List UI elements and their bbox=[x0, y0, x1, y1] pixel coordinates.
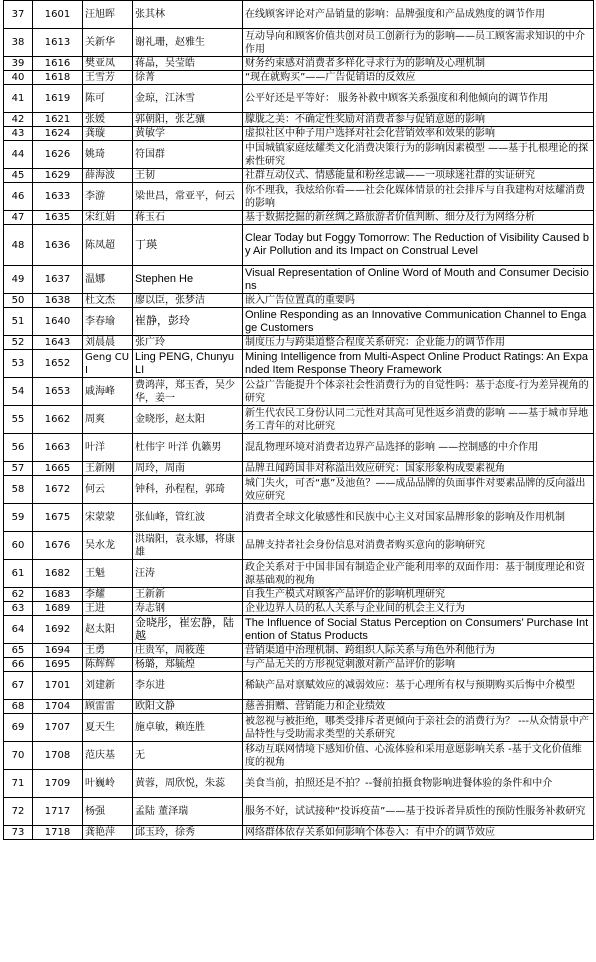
author-cell: 杜文杰 bbox=[83, 294, 133, 308]
title-cell: 互动导向和顾客价值共创对员工创新行为的影响——员工顾客需求知识的中介作用 bbox=[243, 29, 594, 57]
author-cell: 王进 bbox=[83, 602, 133, 616]
author-cell: 龚艳萍 bbox=[83, 826, 133, 840]
row-number-cell: 64 bbox=[4, 616, 33, 644]
paper-id-cell: 1613 bbox=[33, 29, 83, 57]
row-number-cell: 52 bbox=[4, 336, 33, 350]
table-row bbox=[4, 742, 594, 770]
title-cell: 新生代农民工身份认同二元性对其高可见性返乡消费的影响 ——基于城市异地务工青年的对比研究 bbox=[243, 406, 594, 434]
table-row bbox=[4, 532, 594, 560]
row-number-cell: 68 bbox=[4, 700, 33, 714]
table-row bbox=[4, 57, 594, 71]
paper-id-cell: 1707 bbox=[33, 714, 83, 742]
table-row bbox=[4, 406, 594, 434]
row-number-cell: 48 bbox=[4, 225, 33, 266]
author-cell: 龚璇 bbox=[83, 127, 133, 141]
title-cell: 混乱物理环境对消费者边界产品选择的影响 ——控制感的中介作用 bbox=[243, 434, 594, 462]
author-cell: 刘建新 bbox=[83, 672, 133, 700]
table-row bbox=[4, 211, 594, 225]
coauthors-cell: Ling PENG, Chunyu LI bbox=[133, 350, 243, 378]
title-cell: 你不理我，我炫给你看——社会化媒体情景的社会排斥与自我建构对炫耀消费的影响 bbox=[243, 183, 594, 211]
row-number-cell: 65 bbox=[4, 644, 33, 658]
paper-id-cell: 1636 bbox=[33, 225, 83, 266]
paper-id-cell: 1682 bbox=[33, 560, 83, 588]
table-row bbox=[4, 588, 594, 602]
author-cell: 王勇 bbox=[83, 644, 133, 658]
table-row bbox=[4, 798, 594, 826]
paper-id-cell: 1635 bbox=[33, 211, 83, 225]
coauthors-cell: 崔静，彭玲 bbox=[133, 308, 243, 336]
table-row bbox=[4, 602, 594, 616]
coauthors-cell: 蒋晶，吴莹皓 bbox=[133, 57, 243, 71]
row-number-cell: 63 bbox=[4, 602, 33, 616]
table-row bbox=[4, 183, 594, 211]
paper-id-cell: 1616 bbox=[33, 57, 83, 71]
paper-id-cell: 1694 bbox=[33, 644, 83, 658]
title-cell: 移动互联网情境下感知价值、心流体验和采用意愿影响关系 -基于文化价值维度的视角 bbox=[243, 742, 594, 770]
paper-id-cell: 1689 bbox=[33, 602, 83, 616]
title-cell: Visual Representation of Online Word of Mouth and Consumer Decisions bbox=[243, 266, 594, 294]
table-row bbox=[4, 504, 594, 532]
author-cell: 夏天生 bbox=[83, 714, 133, 742]
table-row bbox=[4, 714, 594, 742]
table-row bbox=[4, 127, 594, 141]
coauthors-cell: 洪瑞阳，袁永娜，将康雄 bbox=[133, 532, 243, 560]
author-cell: 王魁 bbox=[83, 560, 133, 588]
table-row bbox=[4, 85, 594, 113]
author-cell: 刘晨晨 bbox=[83, 336, 133, 350]
paper-id-cell: 1704 bbox=[33, 700, 83, 714]
table-row bbox=[4, 1, 594, 29]
paper-id-cell: 1653 bbox=[33, 378, 83, 406]
coauthors-cell: 周玲，周南 bbox=[133, 462, 243, 476]
title-cell: 城门失火，可否“惠”及池鱼？——成品品牌的负面事件对要素品牌的反向溢出效应研究 bbox=[243, 476, 594, 504]
title-cell: “现在就购买”——广告促销语的反效应 bbox=[243, 71, 594, 85]
title-cell: 中国城镇家庭炫耀类文化消费决策行为的影响因素模型 ——基于扎根理论的探索性研究 bbox=[243, 141, 594, 169]
table-row bbox=[4, 434, 594, 462]
paper-id-cell: 1676 bbox=[33, 532, 83, 560]
row-number-cell: 50 bbox=[4, 294, 33, 308]
title-cell: 稀缺产品对禀赋效应的减弱效应：基于心理所有权与预期购买后悔中介模型 bbox=[243, 672, 594, 700]
coauthors-cell: 张其林 bbox=[133, 1, 243, 29]
title-cell: 品牌丑闻跨国非对称溢出效应研究：国家形象构成要素视角 bbox=[243, 462, 594, 476]
coauthors-cell: 杜伟宇 叶洋 仇籁男 bbox=[133, 434, 243, 462]
paper-id-cell: 1633 bbox=[33, 183, 83, 211]
author-cell: 陈凤超 bbox=[83, 225, 133, 266]
coauthors-cell: 徐菁 bbox=[133, 71, 243, 85]
table-row bbox=[4, 378, 594, 406]
table-row bbox=[4, 113, 594, 127]
row-number-cell: 54 bbox=[4, 378, 33, 406]
author-cell: 叶巍岭 bbox=[83, 770, 133, 798]
title-cell: 美食当前，拍照还是不拍？--餐前拍摄食物影响进餐体验的条件和中介 bbox=[243, 770, 594, 798]
coauthors-cell: 费鸿萍，郑玉香，吴少华，姜一 bbox=[133, 378, 243, 406]
coauthors-cell: 梁世昌，常亚平，何云 bbox=[133, 183, 243, 211]
coauthors-cell: 金晓彤，赵太阳 bbox=[133, 406, 243, 434]
coauthors-cell: 张仙峰，管红波 bbox=[133, 504, 243, 532]
author-cell: 王新刚 bbox=[83, 462, 133, 476]
title-cell: 营销渠道中治理机制、跨组织人际关系与角色外利他行为 bbox=[243, 644, 594, 658]
coauthors-cell: 金琼，江沐雪 bbox=[133, 85, 243, 113]
title-cell: 嵌入广告位置真的重要吗 bbox=[243, 294, 594, 308]
coauthors-cell: 郭朝阳，张艺骧 bbox=[133, 113, 243, 127]
author-cell: 杨强 bbox=[83, 798, 133, 826]
paper-id-cell: 1695 bbox=[33, 658, 83, 672]
row-number-cell: 38 bbox=[4, 29, 33, 57]
table-row bbox=[4, 476, 594, 504]
paper-id-cell: 1652 bbox=[33, 350, 83, 378]
row-number-cell: 41 bbox=[4, 85, 33, 113]
table-row bbox=[4, 141, 594, 169]
row-number-cell: 42 bbox=[4, 113, 33, 127]
paper-id-cell: 1672 bbox=[33, 476, 83, 504]
title-cell: 政企关系对于中国非国有制造企业产能利用率的双面作用：基于制度理论和资源基础观的视角 bbox=[243, 560, 594, 588]
paper-id-cell: 1665 bbox=[33, 462, 83, 476]
title-cell: 在线顾客评论对产品销量的影响：品牌强度和产品成熟度的调节作用 bbox=[243, 1, 594, 29]
title-cell: 基于数据挖掘的新丝绸之路旅游者价值判断、细分及行为网络分析 bbox=[243, 211, 594, 225]
title-cell: 公平好还是平等好： 服务补救中顾客关系强度和利他倾向的调节作用 bbox=[243, 85, 594, 113]
row-number-cell: 59 bbox=[4, 504, 33, 532]
row-number-cell: 60 bbox=[4, 532, 33, 560]
coauthors-cell: 孟陆 董泽瑞 bbox=[133, 798, 243, 826]
paper-id-cell: 1718 bbox=[33, 826, 83, 840]
author-cell: 何云 bbox=[83, 476, 133, 504]
author-cell: 汪旭晖 bbox=[83, 1, 133, 29]
title-cell: 财务约束感对消费者多样化寻求行为的影响及心理机制 bbox=[243, 57, 594, 71]
title-cell: Clear Today but Foggy Tomorrow: The Reduction of Visibility Caused by Air Pollution and its Impact on Construal Level bbox=[243, 225, 594, 266]
title-cell: Online Responding as an Innovative Communication Channel to Engage Customers bbox=[243, 308, 594, 336]
paper-id-cell: 1662 bbox=[33, 406, 83, 434]
row-number-cell: 39 bbox=[4, 57, 33, 71]
table-row bbox=[4, 616, 594, 644]
row-number-cell: 37 bbox=[4, 1, 33, 29]
row-number-cell: 40 bbox=[4, 71, 33, 85]
coauthors-cell: 庄贵军，周筱莲 bbox=[133, 644, 243, 658]
row-number-cell: 70 bbox=[4, 742, 33, 770]
title-cell: 与产品无关的方形视觉刺激对新产品评价的影响 bbox=[243, 658, 594, 672]
title-cell: 服务不好，试试接种“投诉疫苗”——基于投诉者异质性的预防性服务补救研究 bbox=[243, 798, 594, 826]
author-cell: 赵太阳 bbox=[83, 616, 133, 644]
paper-id-cell: 1708 bbox=[33, 742, 83, 770]
table-body bbox=[4, 1, 594, 840]
coauthors-cell: 钟科，孙程程，郭琦 bbox=[133, 476, 243, 504]
row-number-cell: 55 bbox=[4, 406, 33, 434]
paper-id-cell: 1618 bbox=[33, 71, 83, 85]
row-number-cell: 67 bbox=[4, 672, 33, 700]
row-number-cell: 71 bbox=[4, 770, 33, 798]
title-cell: The Influence of Social Status Perception on Consumers’ Purchase Intention of Status Products bbox=[243, 616, 594, 644]
coauthors-cell: 金晓彤，崔宏静，陆越 bbox=[133, 616, 243, 644]
author-cell: 薛海波 bbox=[83, 169, 133, 183]
title-cell: 被忽视与被拒绝，哪类受排斥者更倾向于亲社会的消费行为？ ---从众情景中产品特性与受助需求类型的关系研究 bbox=[243, 714, 594, 742]
row-number-cell: 45 bbox=[4, 169, 33, 183]
paper-id-cell: 1717 bbox=[33, 798, 83, 826]
paper-id-cell: 1675 bbox=[33, 504, 83, 532]
row-number-cell: 72 bbox=[4, 798, 33, 826]
paper-id-cell: 1629 bbox=[33, 169, 83, 183]
author-cell: 吴水龙 bbox=[83, 532, 133, 560]
paper-id-cell: 1709 bbox=[33, 770, 83, 798]
coauthors-cell: 黄蓉，周欣悦，朱蕊 bbox=[133, 770, 243, 798]
author-cell: Geng CUI bbox=[83, 350, 133, 378]
coauthors-cell: 黄敏学 bbox=[133, 127, 243, 141]
row-number-cell: 69 bbox=[4, 714, 33, 742]
title-cell: 虚拟社区中种子用户选择对社会化营销效率和效果的影响 bbox=[243, 127, 594, 141]
table-row bbox=[4, 29, 594, 57]
coauthors-cell: 丁瑛 bbox=[133, 225, 243, 266]
row-number-cell: 73 bbox=[4, 826, 33, 840]
paper-id-cell: 1637 bbox=[33, 266, 83, 294]
table-row bbox=[4, 644, 594, 658]
coauthors-cell: 寿志钢 bbox=[133, 602, 243, 616]
paper-id-cell: 1601 bbox=[33, 1, 83, 29]
title-cell: 社群互动仪式、情感能量和粉丝忠诚——一项球迷社群的实证研究 bbox=[243, 169, 594, 183]
table-row bbox=[4, 770, 594, 798]
paper-id-cell: 1624 bbox=[33, 127, 83, 141]
row-number-cell: 61 bbox=[4, 560, 33, 588]
author-cell: 李耀 bbox=[83, 588, 133, 602]
author-cell: 姚琦 bbox=[83, 141, 133, 169]
table-row bbox=[4, 658, 594, 672]
paper-id-cell: 1626 bbox=[33, 141, 83, 169]
author-cell: 宋红娟 bbox=[83, 211, 133, 225]
author-cell: 周爽 bbox=[83, 406, 133, 434]
table-row bbox=[4, 225, 594, 266]
author-cell: 范庆基 bbox=[83, 742, 133, 770]
table-row bbox=[4, 266, 594, 294]
row-number-cell: 57 bbox=[4, 462, 33, 476]
table-row bbox=[4, 560, 594, 588]
table-row bbox=[4, 308, 594, 336]
table-row bbox=[4, 294, 594, 308]
row-number-cell: 62 bbox=[4, 588, 33, 602]
coauthors-cell: 欧阳文静 bbox=[133, 700, 243, 714]
paper-id-cell: 1683 bbox=[33, 588, 83, 602]
title-cell: 制度压力与跨渠道整合程度关系研究：企业能力的调节作用 bbox=[243, 336, 594, 350]
author-cell: 李游 bbox=[83, 183, 133, 211]
table-row bbox=[4, 350, 594, 378]
paper-id-cell: 1640 bbox=[33, 308, 83, 336]
coauthors-cell: 蒋玉石 bbox=[133, 211, 243, 225]
coauthors-cell: Stephen He bbox=[133, 266, 243, 294]
paper-id-cell: 1638 bbox=[33, 294, 83, 308]
title-cell: 朦胧之美：不确定性奖励对消费者参与促销意愿的影响 bbox=[243, 113, 594, 127]
coauthors-cell: 符国群 bbox=[133, 141, 243, 169]
coauthors-cell: 王韧 bbox=[133, 169, 243, 183]
table-row bbox=[4, 462, 594, 476]
title-cell: Mining Intelligence from Multi-Aspect Online Product Ratings: An Expanded Item Response Theory Framework bbox=[243, 350, 594, 378]
author-cell: 李春瑜 bbox=[83, 308, 133, 336]
row-number-cell: 43 bbox=[4, 127, 33, 141]
row-number-cell: 44 bbox=[4, 141, 33, 169]
paper-id-cell: 1663 bbox=[33, 434, 83, 462]
paper-id-cell: 1621 bbox=[33, 113, 83, 127]
coauthors-cell: 王新新 bbox=[133, 588, 243, 602]
title-cell: 企业边界人员的私人关系与企业间的机会主义行为 bbox=[243, 602, 594, 616]
author-cell: 戚海峰 bbox=[83, 378, 133, 406]
table-row bbox=[4, 71, 594, 85]
coauthors-cell: 施卓敏，赖连胜 bbox=[133, 714, 243, 742]
coauthors-cell: 无 bbox=[133, 742, 243, 770]
coauthors-cell: 汪涛 bbox=[133, 560, 243, 588]
author-cell: 王雪芳 bbox=[83, 71, 133, 85]
author-cell: 关新华 bbox=[83, 29, 133, 57]
paper-list-table bbox=[3, 0, 594, 840]
coauthors-cell: 邱玉玲，徐秀 bbox=[133, 826, 243, 840]
title-cell: 慈善捐赠、营销能力和企业绩效 bbox=[243, 700, 594, 714]
paper-id-cell: 1619 bbox=[33, 85, 83, 113]
coauthors-cell: 谢礼珊，赵雅生 bbox=[133, 29, 243, 57]
row-number-cell: 49 bbox=[4, 266, 33, 294]
table-row bbox=[4, 672, 594, 700]
author-cell: 陈辉辉 bbox=[83, 658, 133, 672]
coauthors-cell: 廖以臣，张梦洁 bbox=[133, 294, 243, 308]
author-cell: 顾雷雷 bbox=[83, 700, 133, 714]
title-cell: 消费者全球文化敏感性和民族中心主义对国家品牌形象的影响及作用机制 bbox=[243, 504, 594, 532]
author-cell: 樊亚凤 bbox=[83, 57, 133, 71]
paper-id-cell: 1701 bbox=[33, 672, 83, 700]
table-row bbox=[4, 336, 594, 350]
row-number-cell: 53 bbox=[4, 350, 33, 378]
row-number-cell: 66 bbox=[4, 658, 33, 672]
coauthors-cell: 李东进 bbox=[133, 672, 243, 700]
author-cell: 陈可 bbox=[83, 85, 133, 113]
row-number-cell: 46 bbox=[4, 183, 33, 211]
row-number-cell: 56 bbox=[4, 434, 33, 462]
author-cell: 张媛 bbox=[83, 113, 133, 127]
title-cell: 品牌支持者社会身份信息对消费者购买意向的影响研究 bbox=[243, 532, 594, 560]
title-cell: 网络群体依存关系如何影响个体卷入：有中介的调节效应 bbox=[243, 826, 594, 840]
title-cell: 自我生产模式对顾客产品评价的影响机理研究 bbox=[243, 588, 594, 602]
table-row bbox=[4, 169, 594, 183]
author-cell: 叶洋 bbox=[83, 434, 133, 462]
paper-id-cell: 1692 bbox=[33, 616, 83, 644]
table-row bbox=[4, 826, 594, 840]
title-cell: 公益广告能提升个体亲社会性消费行为的自觉性吗：基于态度-行为差异视角的研究 bbox=[243, 378, 594, 406]
author-cell: 温娜 bbox=[83, 266, 133, 294]
paper-id-cell: 1643 bbox=[33, 336, 83, 350]
coauthors-cell: 杨璐，郑毓煌 bbox=[133, 658, 243, 672]
row-number-cell: 47 bbox=[4, 211, 33, 225]
row-number-cell: 51 bbox=[4, 308, 33, 336]
author-cell: 宋蒙蒙 bbox=[83, 504, 133, 532]
coauthors-cell: 张广玲 bbox=[133, 336, 243, 350]
table-row bbox=[4, 700, 594, 714]
row-number-cell: 58 bbox=[4, 476, 33, 504]
